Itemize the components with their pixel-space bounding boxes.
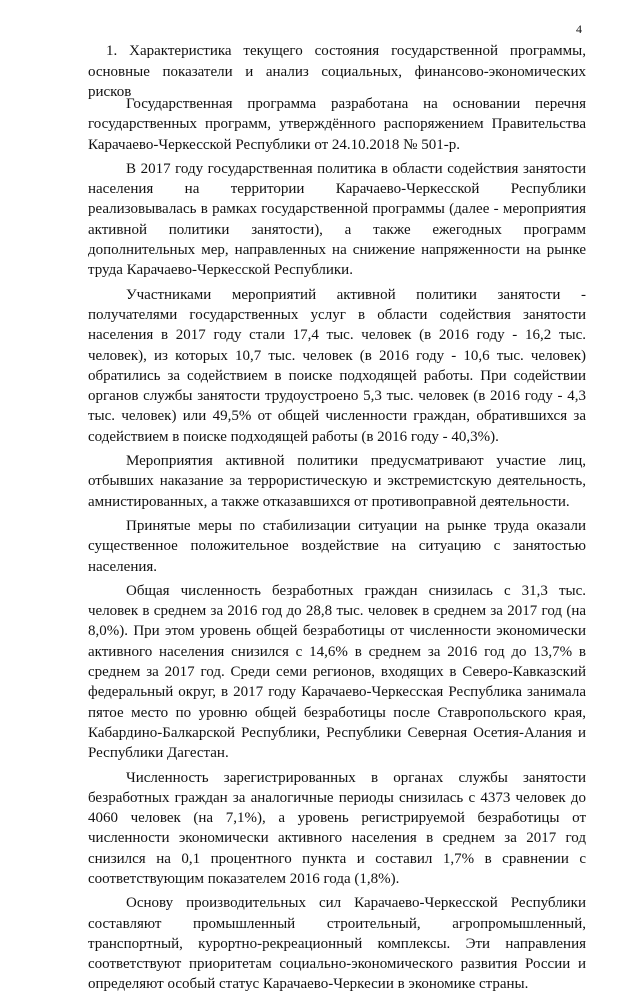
paragraph: Численность зарегистрированных в органах службы занятости безработных граждан за аналогичные периоды снизилась с 4373 человек до 4060 человек (на 7,1%), а уровень регистрируемой безработицы от численности экономически активного населения в среднем за 2017 год снизился на 0,1 процентного пункта и составил 1,7% в сравнении с соответствующим показателем 2016 года (1,8%). [88,769,586,887]
paragraph: В 2017 году государственная политика в области содействия занятости населения на территории Карачаево-Черкесской Республики реализовывалась в рамках государственной программы (далее - мероприятия активной политики занятости), а также ежегодных программ дополнительных мер, направленных на снижение напряженности на рынке труда Карачаево-Черкесской Республики. [88,160,586,279]
section-heading: 1. Характеристика текущего состояния государственной программы, основные показатели и анализ социальных, финансово-экономических рисков [88,43,586,100]
paragraph: Основу производительных сил Карачаево-Черкесской Республики составляют промышленный строительный, агропромышленный, транспортный, курортно-рекреационный комплексы. Эти направления соответствуют приоритетам социально-экономического развития России и определяют особый статус Карачаево-Черкесии в экономике страны. [88,895,586,993]
paragraph: Участниками мероприятий активной политики занятости - получателями государственных услуг в области содействия занятости населения в 2017 году стали 17,4 тыс. человек (в 2016 году - 16,2 тыс. человек), из которых 10,7 тыс. человек (в 2016 году - 10,6 тыс. человек) обратились за содействием в поиске подходящей работы. При содействии органов службы занятости трудоустроено 5,3 тыс. человек (в 2016 году - 4,3 тыс. человек) или 49,5% от общей численности граждан, обратившихся за содействием в поиске подходящей работы (в 2016 году - 40,3%). [88,286,586,445]
document-body [88,94,586,999]
paragraph: Государственная программа разработана на основании перечня государственных программ, утверждённого распоряжением Правительства Карачаево-Черкесской Республики от 24.10.2018 № 501-р. [88,96,586,153]
paragraph: Принятые меры по стабилизации ситуации на рынке труда оказали существенное положительное воздействие на ситуацию с занятостью населения. [88,517,586,575]
paragraph: Мероприятия активной политики предусматривают участие лиц, отбывших наказание за террористическую и экстремистскую деятельность, амнистированных, а также отказавшихся от противоправной деятельности. [88,453,586,510]
page-number: 4 [576,22,582,36]
paragraph: Общая численность безработных граждан снизилась с 31,3 тыс. человек в среднем за 2016 год до 28,8 тыс. человек в среднем за 2017 год (на 8,0%). При этом уровень общей безработицы от численности экономически активного населения снизился с 14,6% в среднем за 2016 год до 13,7% в среднем за 2017 год. Среди семи регионов, входящих в Северо-Кавказский федеральный округ, в 2017 году Карачаево-Черкесская Республика занимала пятое место по уровню общей безработицы после Ставропольского края, Кабардино-Балкарской Республики, Республики Северная Осетия-Алания и Республики Дагестан. [88,582,586,762]
